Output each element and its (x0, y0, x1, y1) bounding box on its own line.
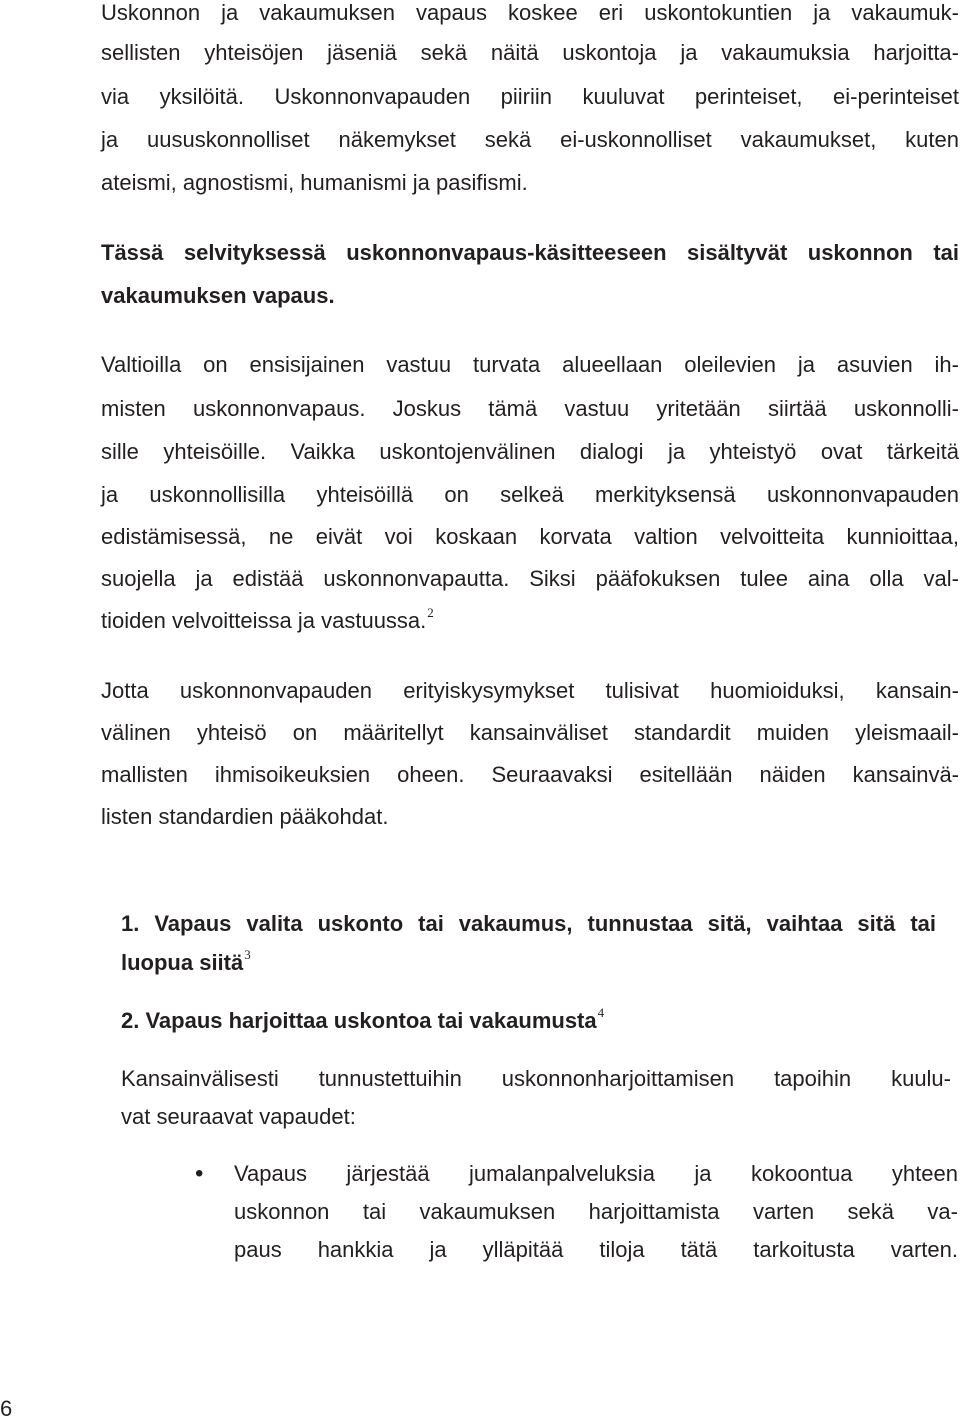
text-line: uskonnon tai vakaumuksen harjoittamista varten sekä va- (234, 1199, 958, 1224)
text-line: Jotta uskonnonvapauden erityiskysymykset tulisivat huomioiduksi, kansain- (101, 678, 959, 703)
text-line: 1. Vapaus valita uskonto tai vakaumus, tunnustaa sitä, vaihtaa sitä tai (121, 911, 936, 936)
footnote-marker[interactable]: 2 (427, 605, 434, 620)
text-line: sellisten yhteisöjen jäseniä sekä näitä uskontoja ja vakaumuksia harjoitta- (101, 40, 959, 65)
text-line (101, 605, 434, 637)
text-line: paus hankkia ja ylläpitää tiloja tätä tarkoitusta varten. (234, 1237, 958, 1262)
text-line: via yksilöitä. Uskonnonvapauden piiriin kuuluvat perinteiset, ei-perinteiset (101, 84, 959, 109)
bullet-icon: • (195, 1160, 204, 1187)
text-line: sille yhteisöille. Vaikka uskontojenvälinen dialogi ja yhteistyö ovat tärkeitä (101, 439, 959, 464)
text-line: mallisten ihmisoikeuksien oheen. Seuraavaksi esitellään näiden kansainvä- (101, 762, 959, 787)
text-line: Tässä selvityksessä uskonnonvapaus-käsitteeseen sisältyvät uskonnon tai (101, 240, 959, 265)
text-line: Kansainvälisesti tunnustettuihin uskonnonharjoittamisen tapoihin kuulu- (121, 1066, 951, 1091)
text-line: vakaumuksen vapaus. (101, 283, 335, 308)
text-line: ja uskonnollisilla yhteisöillä on selkeä merkityksensä uskonnonvapauden (101, 482, 959, 507)
page-number: 6 (0, 1396, 13, 1421)
text-line-content: 2. Vapaus harjoittaa uskontoa tai vakaumusta (121, 1008, 597, 1033)
text-line-content: luopua siitä (121, 950, 244, 975)
text-line (121, 1005, 605, 1037)
text-line: misten uskonnonvapaus. Joskus tämä vastuu yritetään siirtää uskonnolli- (101, 396, 959, 421)
footnote-marker[interactable]: 3 (244, 947, 251, 962)
text-line: Uskonnon ja vakaumuksen vapaus koskee eri uskontokuntien ja vakaumuk- (101, 0, 959, 25)
text-line: listen standardien pääkohdat. (101, 804, 389, 829)
text-line: ja uususkonnolliset näkemykset sekä ei-uskonnolliset vakaumukset, kuten (101, 127, 959, 152)
text-line: ateismi, agnostismi, humanismi ja pasifismi. (101, 170, 528, 195)
text-line-content: tioiden velvoitteissa ja vastuussa. (101, 608, 427, 633)
text-line: Valtioilla on ensisijainen vastuu turvata alueellaan oleilevien ja asuvien ih- (101, 352, 959, 377)
footnote-marker[interactable]: 4 (597, 1005, 605, 1020)
text-line: vat seuraavat vapaudet: (121, 1104, 356, 1129)
text-line (121, 947, 251, 979)
text-line: välinen yhteisö on määritellyt kansainväliset standardit muiden yleismaail- (101, 720, 959, 745)
text-line: edistämisessä, ne eivät voi koskaan korvata valtion velvoitteita kunnioittaa, (101, 524, 959, 549)
text-line: suojella ja edistää uskonnonvapautta. Siksi pääfokuksen tulee aina olla val- (101, 566, 959, 591)
text-line: Vapaus järjestää jumalanpalveluksia ja kokoontua yhteen (234, 1161, 958, 1186)
